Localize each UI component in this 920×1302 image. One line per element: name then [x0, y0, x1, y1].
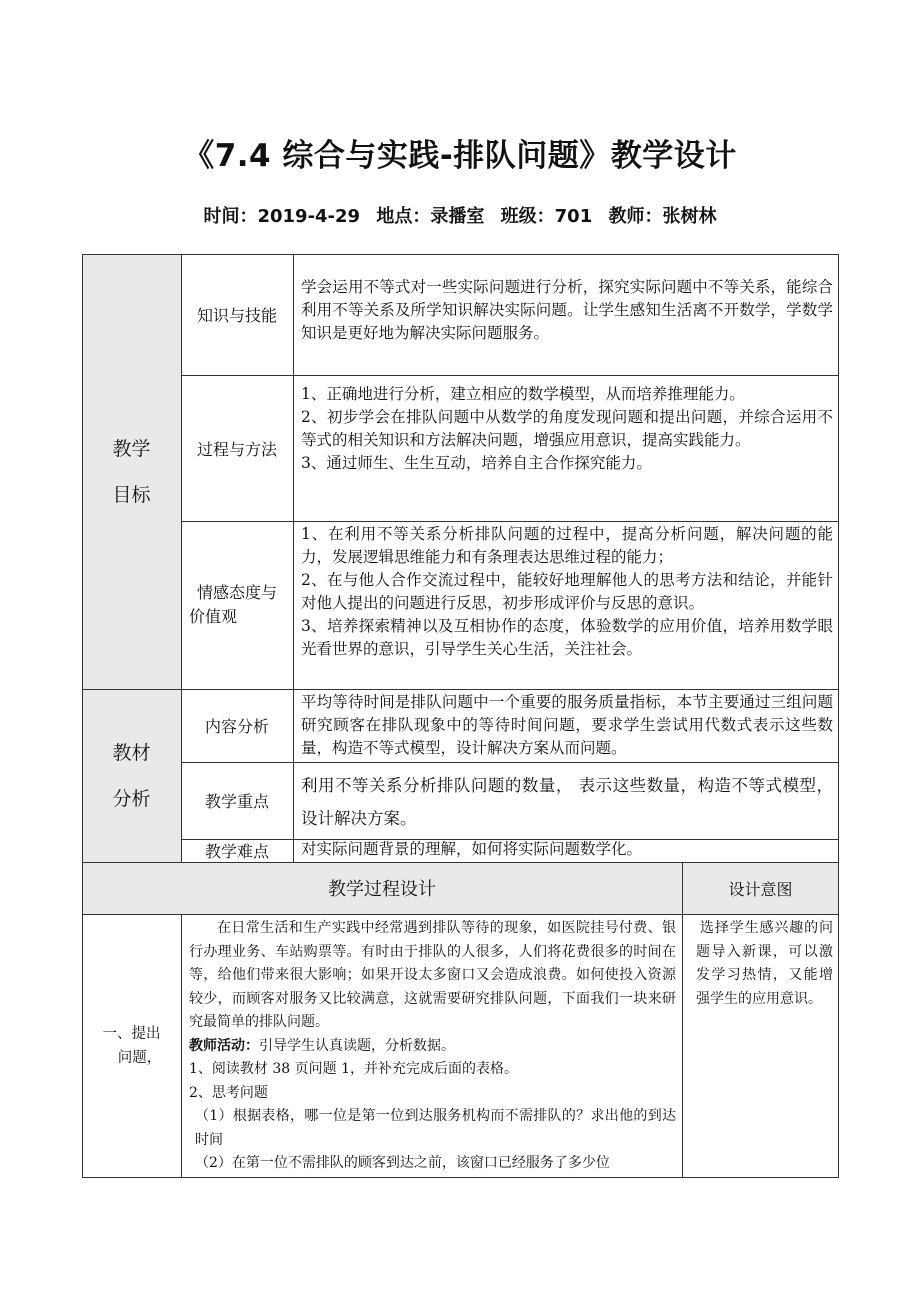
goals-section-bottom: 目标 [112, 483, 151, 506]
emotion-label [181, 521, 293, 689]
difficulty-text: 对实际问题背景的理解，如何将实际问题数学化。 [301, 840, 643, 858]
table-border-right [838, 254, 839, 1178]
meta-place: 地点：录播室 [376, 206, 485, 227]
rule [181, 254, 182, 862]
teacher-activity-label: 教师活动： [189, 1037, 259, 1054]
rule [181, 521, 839, 522]
knowledge-label: 知识与技能 [196, 306, 277, 325]
process-item: 2、初步学会在排队问题中从数学的角度发现问题和提出问题，并综合运用不等式的相关知识和方法解决问题，增强应用意识，提高实践能力。 [301, 408, 833, 449]
step-label-line1: 一、提出 [102, 1026, 161, 1042]
meta-class: 班级：701 [500, 206, 593, 227]
table-border-bottom [82, 1177, 839, 1178]
design-intent-text: 选择学生感兴趣的问题导入新课，可以激发学习热情，又能增强学生的应用意识。 [696, 920, 833, 1007]
step-content [181, 914, 682, 1178]
step-label [82, 914, 181, 1178]
process-item: 1、正确地进行分析，建立相应的数学模型，从而培养推理能力。 [301, 385, 745, 403]
teacher-activity [189, 1035, 676, 1059]
process-design-header: 教学过程设计 [328, 879, 436, 900]
key-text: 利用不等关系分析排队问题的数量， 表示这些数量，构造不等式模型，设计解决方案。 [301, 776, 833, 828]
intro-paragraph: 在日常生活和生产实践中经常遇到排队等待的现象，如医院挂号付费、银行办理业务、车站购票等。有时由于排队的人很多，人们将花费很多的时间在等，给他们带来很大影响；如果开设太多窗口又会造成浪费。如何使投入资源较少，而顾客对服务又比较满意，这就需要研究排队问题，下面我们一块来研究最简单的排队问题。 [189, 920, 676, 1030]
lesson-plan-table [82, 254, 839, 1178]
rule [82, 689, 839, 690]
difficulty-label: 教学难点 [204, 842, 269, 861]
analysis-section-top: 教材 [112, 741, 151, 764]
design-intent-header: 设计意图 [728, 879, 793, 899]
step-item: 2、思考问题 [189, 1084, 268, 1101]
rule [682, 862, 683, 1178]
analysis-section-label [82, 689, 181, 862]
knowledge-text: 学会运用不等式对一些实际问题进行分析，探究实际问题中不等关系，能综合利用不等关系及所学知识解决实际问题。让学生感知生活离不开数学，学数学知识是更好地为解决实际问题服务。 [301, 278, 833, 342]
rule [181, 375, 839, 376]
emotion-item: 3、培养探索精神以及互相协作的态度，体验数学的应用价值，培养用数学眼光看世界的意识，引导学生关心生活，关注社会。 [301, 617, 833, 658]
rule [181, 762, 839, 763]
lesson-meta [0, 202, 920, 228]
goals-section-top: 教学 [112, 437, 151, 460]
emotion-item: 2、在与他人合作交流过程中，能较好地理解他人的思考方法和结论，并能针对他人提出的问题进行反思，初步形成评价与反思的意识。 [301, 571, 833, 612]
emotion-label-line2: 价值观 [189, 607, 238, 626]
table-border-top [82, 254, 839, 255]
teacher-activity-text: 引导学生认真读题，分析数据。 [259, 1037, 455, 1054]
emotion-text [293, 521, 839, 689]
analysis-section-bottom: 分析 [112, 787, 151, 810]
rule [82, 862, 839, 863]
question-item: （1）根据表格，哪一位是第一位到达服务机构而不需排队的？求出他的到达时间 [195, 1108, 676, 1148]
emotion-label-line1: 情感态度与 [196, 583, 277, 602]
question-item: （2）在第一位不需排队的顾客到达之前，该窗口已经服务了多少位 [195, 1155, 610, 1171]
document-title: 《7.4 综合与实践-排队问题》教学设计 [183, 138, 737, 174]
key-label: 教学重点 [204, 792, 269, 811]
meta-time: 时间：2019-4-29 [203, 206, 361, 227]
process-label: 过程与方法 [196, 439, 277, 459]
rule [181, 914, 182, 1178]
process-item: 3、通过师生、生生互动，培养自主合作探究能力。 [301, 454, 652, 472]
rule [293, 254, 294, 862]
goals-section-label [82, 254, 181, 689]
content-label: 内容分析 [204, 717, 269, 736]
content-text: 平均等待时间是排队问题中一个重要的服务质量指标，本节主要通过三组问题研究顾客在排队现象中的等待时间问题，要求学生尝试用代数式表示这些数量，构造不等式模型，设计解决方案从而问题。 [301, 693, 833, 757]
table-border-left [82, 254, 83, 1178]
rule [82, 914, 839, 915]
step-label-line2: 问题， [117, 1050, 162, 1066]
rule [181, 839, 839, 840]
step-item: 1、阅读教材 38 页问题 1，并补充完成后面的表格。 [189, 1061, 518, 1077]
meta-teacher: 教师：张树林 [608, 206, 717, 227]
process-text [293, 381, 839, 521]
emotion-item: 1、在利用不等关系分析排队问题的过程中，提高分析问题，解决问题的能力，发展逻辑思维能力和有条理表达思维过程的能力； [301, 525, 833, 566]
